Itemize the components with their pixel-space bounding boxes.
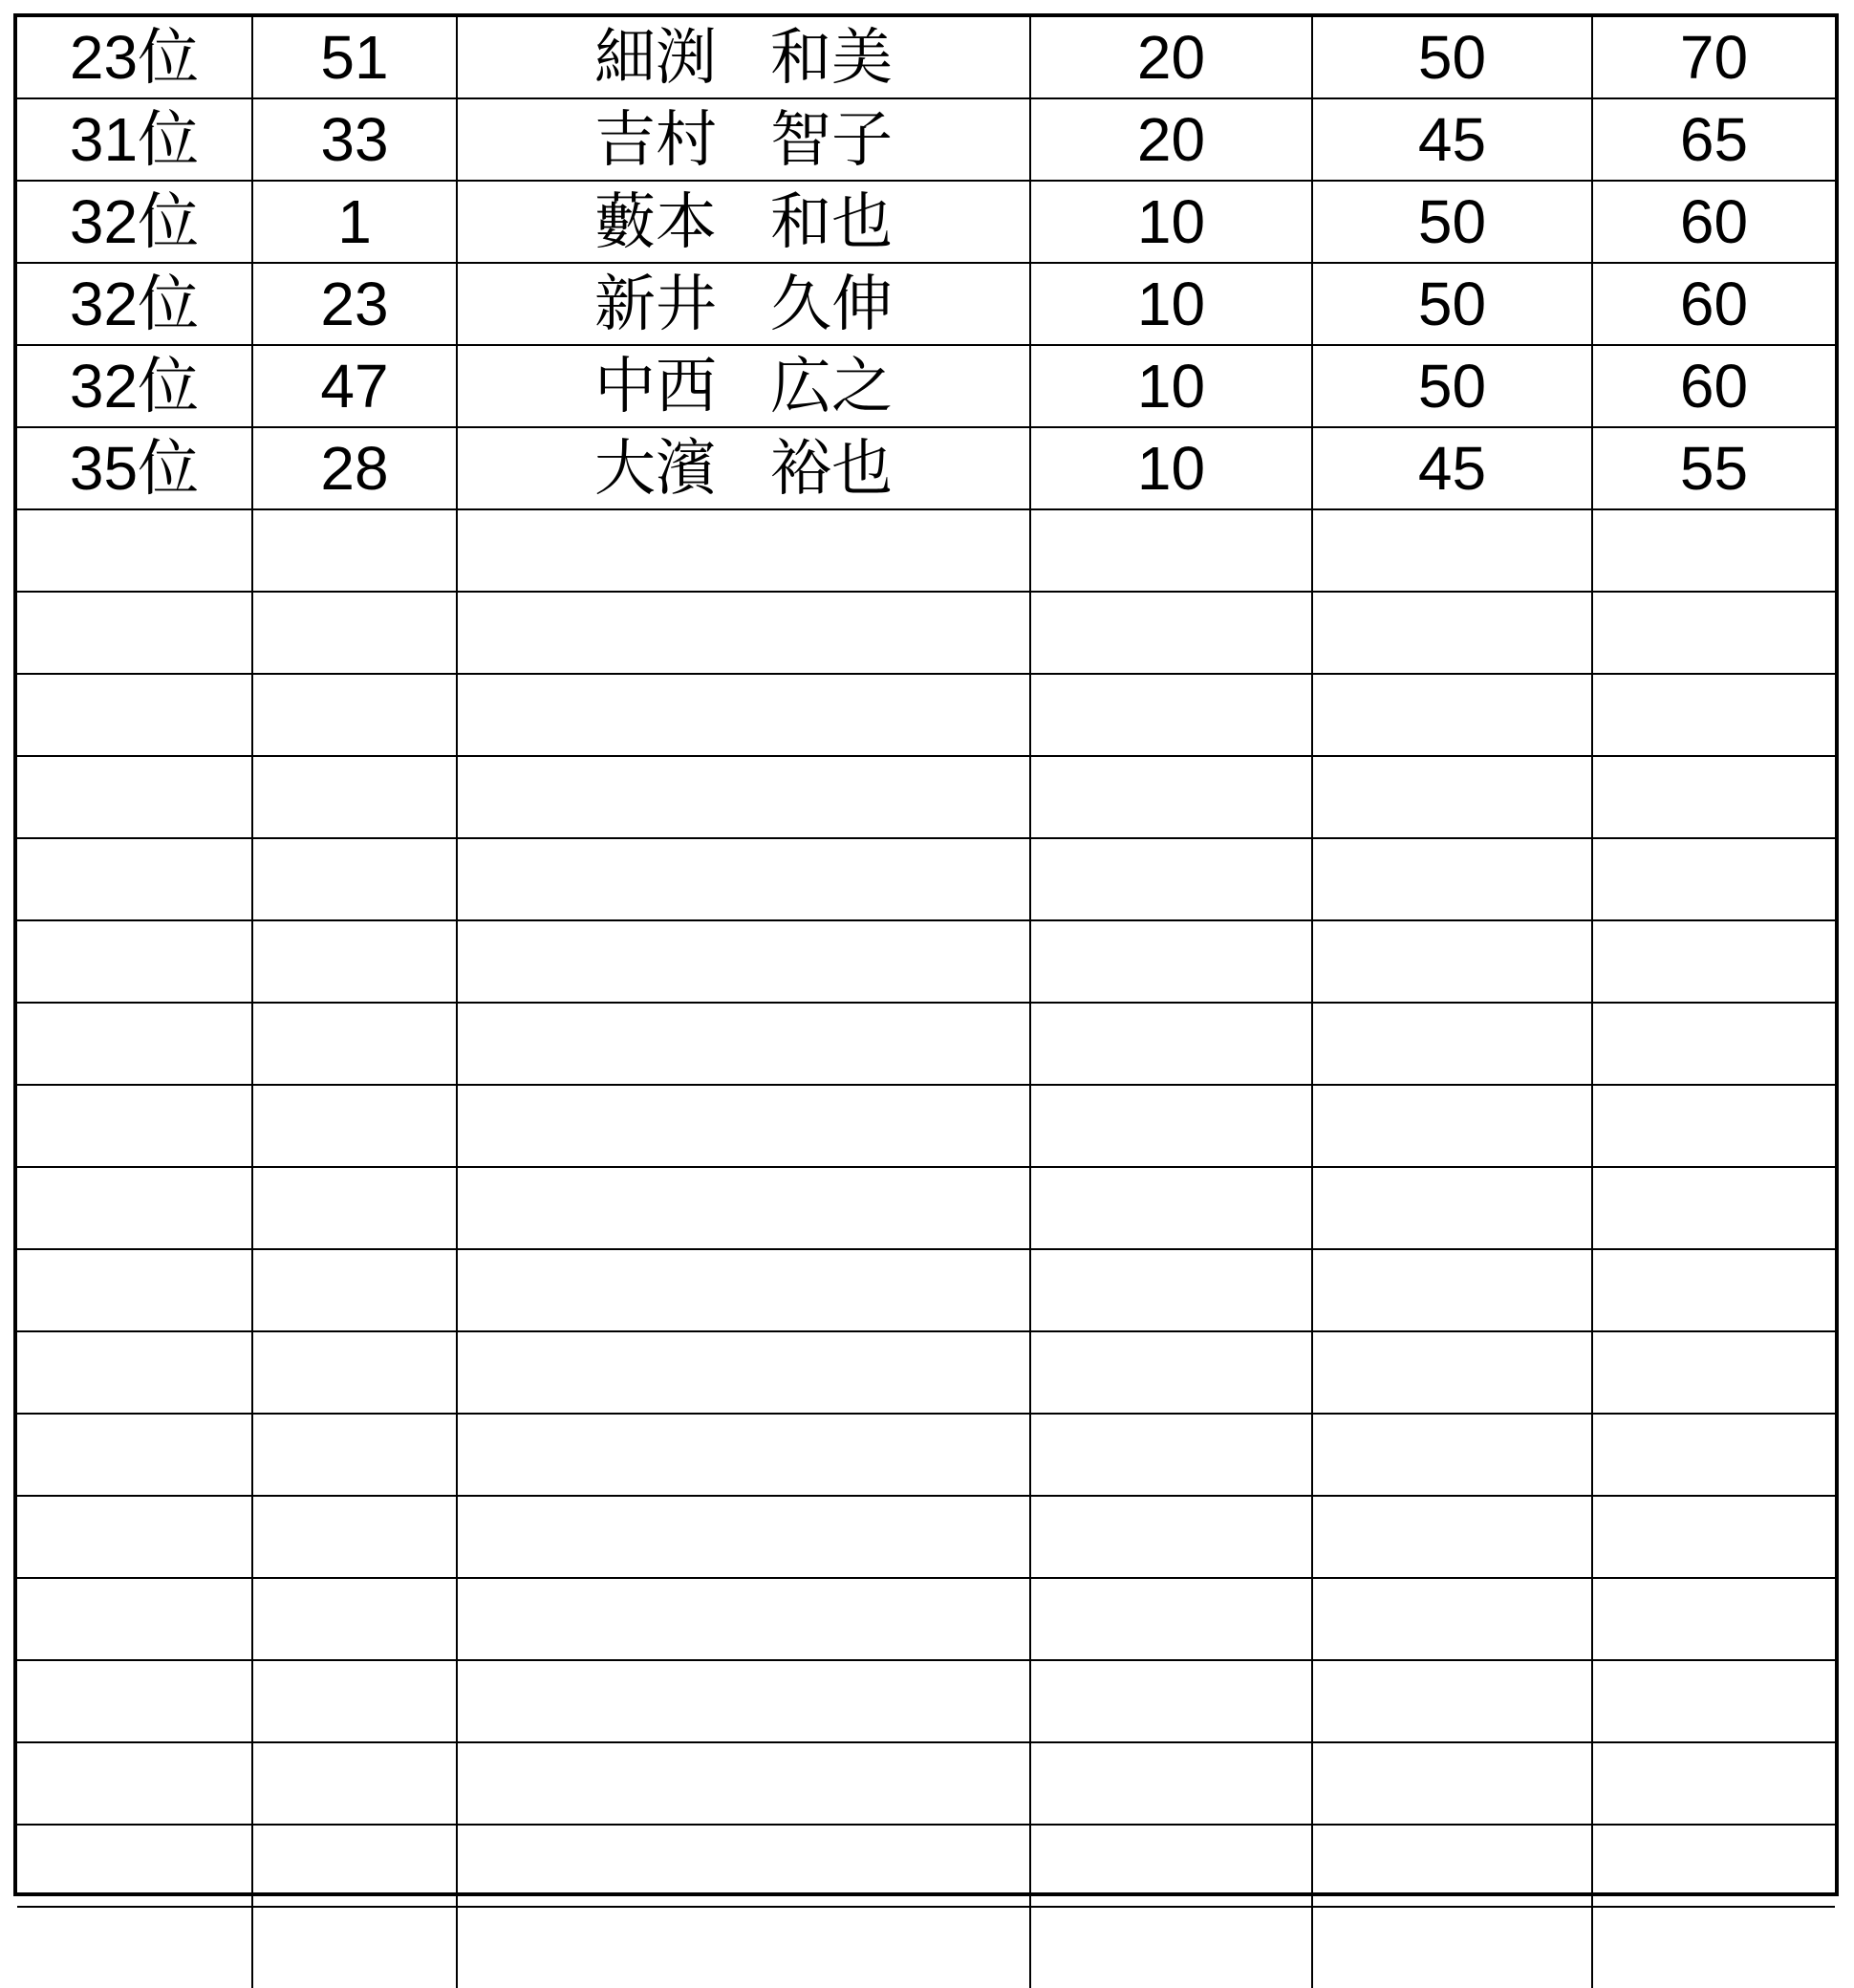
empty-cell: [1030, 1578, 1312, 1660]
cell-score-1: 20: [1030, 98, 1312, 181]
empty-cell: [252, 1496, 457, 1578]
empty-cell: [1312, 1085, 1592, 1167]
empty-cell: [1592, 1907, 1835, 1988]
empty-cell: [1030, 1414, 1312, 1496]
empty-row: [17, 838, 1835, 920]
empty-cell: [1312, 1825, 1592, 1907]
cell-number: 33: [252, 98, 457, 181]
empty-row: [17, 1825, 1835, 1907]
empty-cell: [17, 920, 252, 1003]
empty-cell: [252, 1167, 457, 1249]
empty-row: [17, 1414, 1835, 1496]
empty-cell: [457, 1167, 1030, 1249]
empty-cell: [252, 1414, 457, 1496]
empty-cell: [252, 1085, 457, 1167]
empty-cell: [1312, 1660, 1592, 1742]
empty-cell: [457, 592, 1030, 674]
cell-score-1: 10: [1030, 263, 1312, 345]
empty-row: [17, 1578, 1835, 1660]
empty-cell: [1312, 1578, 1592, 1660]
cell-surname: 藪本: [594, 187, 717, 256]
empty-cell: [252, 1660, 457, 1742]
empty-row: [17, 1907, 1835, 1988]
empty-row: [17, 674, 1835, 756]
empty-cell: [457, 1331, 1030, 1414]
cell-name: [457, 17, 1030, 98]
empty-cell: [252, 592, 457, 674]
cell-name: [457, 345, 1030, 427]
empty-cell: [1312, 674, 1592, 756]
cell-number: 47: [252, 345, 457, 427]
empty-cell: [1030, 756, 1312, 838]
cell-surname: 吉村: [594, 105, 717, 174]
cell-total: 60: [1592, 345, 1835, 427]
cell-name: [457, 263, 1030, 345]
cell-score-2: 50: [1312, 345, 1592, 427]
empty-cell: [17, 509, 252, 592]
empty-cell: [1592, 1085, 1835, 1167]
cell-total: 60: [1592, 181, 1835, 263]
empty-cell: [17, 592, 252, 674]
empty-cell: [1030, 674, 1312, 756]
cell-number: 1: [252, 181, 457, 263]
empty-row: [17, 1742, 1835, 1825]
empty-cell: [457, 1003, 1030, 1085]
empty-cell: [252, 1825, 457, 1907]
empty-cell: [1592, 1414, 1835, 1496]
empty-cell: [1312, 756, 1592, 838]
empty-cell: [17, 1167, 252, 1249]
cell-total: 55: [1592, 427, 1835, 509]
table-row: [17, 98, 1835, 181]
empty-cell: [1312, 1907, 1592, 1988]
empty-cell: [1592, 1742, 1835, 1825]
empty-cell: [17, 1003, 252, 1085]
empty-cell: [1592, 1003, 1835, 1085]
cell-name: [457, 427, 1030, 509]
cell-rank: 31位: [17, 98, 252, 181]
empty-cell: [457, 1907, 1030, 1988]
table-row: [17, 427, 1835, 509]
empty-cell: [457, 838, 1030, 920]
empty-cell: [1030, 838, 1312, 920]
cell-rank: 32位: [17, 345, 252, 427]
empty-cell: [1312, 1742, 1592, 1825]
empty-cell: [17, 838, 252, 920]
empty-cell: [17, 1331, 252, 1414]
empty-cell: [1312, 920, 1592, 1003]
cell-rank: 32位: [17, 263, 252, 345]
table-row: [17, 263, 1835, 345]
empty-cell: [457, 1249, 1030, 1331]
empty-row: [17, 920, 1835, 1003]
cell-given-name: 広之: [770, 352, 893, 421]
empty-cell: [1312, 1496, 1592, 1578]
cell-surname: 細渕: [594, 23, 717, 92]
cell-number: 51: [252, 17, 457, 98]
empty-row: [17, 592, 1835, 674]
table-row: [17, 17, 1835, 98]
cell-total: 70: [1592, 17, 1835, 98]
empty-cell: [457, 1414, 1030, 1496]
cell-given-name: 久伸: [770, 270, 893, 338]
cell-rank: 35位: [17, 427, 252, 509]
empty-cell: [1312, 1414, 1592, 1496]
empty-cell: [252, 838, 457, 920]
table-row: [17, 181, 1835, 263]
empty-cell: [457, 1578, 1030, 1660]
empty-row: [17, 1331, 1835, 1414]
cell-score-1: 10: [1030, 181, 1312, 263]
empty-cell: [252, 1003, 457, 1085]
empty-cell: [252, 1907, 457, 1988]
cell-rank: 32位: [17, 181, 252, 263]
empty-cell: [17, 1660, 252, 1742]
empty-cell: [17, 1496, 252, 1578]
empty-cell: [1030, 1249, 1312, 1331]
empty-cell: [1592, 1825, 1835, 1907]
empty-cell: [252, 920, 457, 1003]
cell-rank: 23位: [17, 17, 252, 98]
empty-cell: [1030, 1660, 1312, 1742]
empty-cell: [1030, 1825, 1312, 1907]
empty-cell: [17, 674, 252, 756]
cell-score-1: 20: [1030, 17, 1312, 98]
empty-row: [17, 1496, 1835, 1578]
empty-cell: [17, 1907, 252, 1988]
empty-cell: [1030, 1085, 1312, 1167]
empty-cell: [17, 1825, 252, 1907]
cell-score-2: 45: [1312, 98, 1592, 181]
empty-cell: [457, 1085, 1030, 1167]
results-table-body: [17, 17, 1835, 1988]
empty-cell: [457, 1825, 1030, 1907]
empty-cell: [252, 1578, 457, 1660]
empty-cell: [1312, 592, 1592, 674]
empty-cell: [252, 1249, 457, 1331]
cell-score-2: 50: [1312, 181, 1592, 263]
empty-cell: [1030, 920, 1312, 1003]
empty-cell: [1030, 1496, 1312, 1578]
empty-cell: [1592, 509, 1835, 592]
empty-cell: [252, 509, 457, 592]
empty-cell: [457, 509, 1030, 592]
results-table: [17, 17, 1835, 1988]
cell-name: [457, 181, 1030, 263]
empty-cell: [1592, 1660, 1835, 1742]
results-sheet: [13, 13, 1839, 1896]
empty-cell: [1592, 1249, 1835, 1331]
empty-row: [17, 1003, 1835, 1085]
empty-cell: [457, 674, 1030, 756]
cell-score-1: 10: [1030, 427, 1312, 509]
empty-cell: [1592, 838, 1835, 920]
empty-cell: [252, 756, 457, 838]
cell-surname: 新井: [594, 270, 717, 338]
empty-cell: [17, 1249, 252, 1331]
empty-cell: [1312, 838, 1592, 920]
empty-cell: [252, 1742, 457, 1825]
empty-cell: [1030, 1167, 1312, 1249]
cell-given-name: 和也: [770, 187, 893, 256]
empty-cell: [17, 1578, 252, 1660]
cell-surname: 大濱: [594, 434, 717, 503]
cell-score-2: 50: [1312, 17, 1592, 98]
empty-cell: [17, 1085, 252, 1167]
empty-cell: [457, 1660, 1030, 1742]
empty-cell: [1592, 1496, 1835, 1578]
cell-given-name: 裕也: [770, 434, 893, 503]
empty-cell: [1030, 1331, 1312, 1414]
empty-row: [17, 1167, 1835, 1249]
empty-cell: [1312, 1167, 1592, 1249]
empty-cell: [457, 920, 1030, 1003]
empty-row: [17, 1249, 1835, 1331]
empty-cell: [1592, 756, 1835, 838]
cell-surname: 中西: [594, 352, 717, 421]
cell-score-2: 50: [1312, 263, 1592, 345]
empty-cell: [17, 756, 252, 838]
empty-cell: [1030, 509, 1312, 592]
empty-cell: [1312, 509, 1592, 592]
empty-cell: [1030, 592, 1312, 674]
empty-row: [17, 756, 1835, 838]
cell-score-1: 10: [1030, 345, 1312, 427]
empty-cell: [1030, 1003, 1312, 1085]
empty-cell: [1592, 592, 1835, 674]
empty-cell: [1030, 1742, 1312, 1825]
empty-cell: [457, 1742, 1030, 1825]
empty-cell: [1592, 1331, 1835, 1414]
cell-name: [457, 98, 1030, 181]
empty-row: [17, 509, 1835, 592]
empty-cell: [1592, 1167, 1835, 1249]
empty-cell: [1312, 1331, 1592, 1414]
empty-cell: [457, 1496, 1030, 1578]
cell-score-2: 45: [1312, 427, 1592, 509]
empty-cell: [1592, 1578, 1835, 1660]
empty-cell: [17, 1742, 252, 1825]
cell-number: 28: [252, 427, 457, 509]
cell-total: 60: [1592, 263, 1835, 345]
empty-cell: [1312, 1003, 1592, 1085]
empty-cell: [457, 756, 1030, 838]
empty-cell: [1592, 920, 1835, 1003]
cell-given-name: 智子: [770, 105, 893, 174]
empty-cell: [1030, 1907, 1312, 1988]
empty-cell: [252, 674, 457, 756]
empty-cell: [1312, 1249, 1592, 1331]
empty-row: [17, 1085, 1835, 1167]
cell-number: 23: [252, 263, 457, 345]
table-row: [17, 345, 1835, 427]
empty-row: [17, 1660, 1835, 1742]
empty-cell: [1592, 674, 1835, 756]
cell-total: 65: [1592, 98, 1835, 181]
empty-cell: [17, 1414, 252, 1496]
empty-cell: [252, 1331, 457, 1414]
cell-given-name: 和美: [770, 23, 893, 92]
